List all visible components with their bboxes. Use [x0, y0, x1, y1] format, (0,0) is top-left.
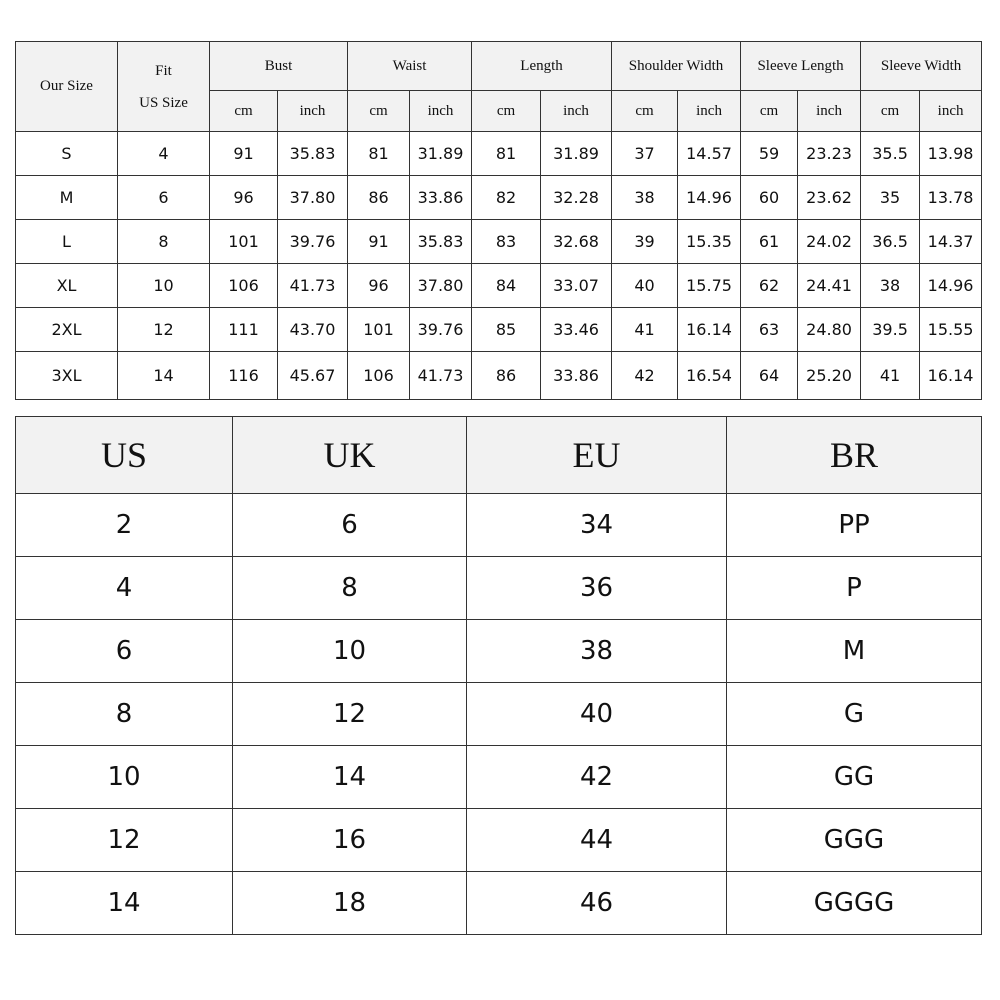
table-cell: 91: [210, 132, 278, 176]
table-cell: 101: [348, 308, 410, 352]
table-cell: G: [727, 683, 982, 746]
table-cell: 8: [118, 220, 210, 264]
table-cell: 101: [210, 220, 278, 264]
table-cell: 40: [612, 264, 678, 308]
unit-cm: cm: [612, 91, 678, 132]
table-cell: 33.07: [541, 264, 612, 308]
table-cell: 2XL: [16, 308, 118, 352]
table-cell: 86: [348, 176, 410, 220]
table-cell: L: [16, 220, 118, 264]
table-cell: XL: [16, 264, 118, 308]
table-cell: 35.5: [861, 132, 920, 176]
unit-inch: inch: [678, 91, 741, 132]
table-cell: 96: [210, 176, 278, 220]
table-cell: 16.54: [678, 352, 741, 400]
unit-cm: cm: [861, 91, 920, 132]
table-cell: 82: [472, 176, 541, 220]
unit-cm: cm: [472, 91, 541, 132]
table-cell: 41: [861, 352, 920, 400]
table-cell: 10: [118, 264, 210, 308]
table-cell: 42: [612, 352, 678, 400]
table-cell: 24.02: [798, 220, 861, 264]
table-cell: 37.80: [278, 176, 348, 220]
table-cell: 12: [233, 683, 467, 746]
table-cell: 46: [467, 872, 727, 935]
unit-inch: inch: [278, 91, 348, 132]
conversion-table-row: [16, 557, 982, 620]
header-us: US: [16, 417, 233, 494]
conversion-table-row: [16, 620, 982, 683]
header-fit-us-size: [118, 42, 210, 132]
conversion-table-row: [16, 683, 982, 746]
table-cell: 59: [741, 132, 798, 176]
table-cell: 10: [16, 746, 233, 809]
table-cell: 44: [467, 809, 727, 872]
table-cell: 35.83: [278, 132, 348, 176]
table-cell: 25.20: [798, 352, 861, 400]
table-cell: S: [16, 132, 118, 176]
size-table-row: [16, 176, 982, 220]
table-cell: 6: [118, 176, 210, 220]
table-cell: 36: [467, 557, 727, 620]
header-waist: Waist: [348, 42, 472, 91]
size-table-row: [16, 308, 982, 352]
table-cell: 24.80: [798, 308, 861, 352]
conversion-table-row: [16, 872, 982, 935]
table-cell: 38: [861, 264, 920, 308]
table-cell: GGGG: [727, 872, 982, 935]
table-cell: 81: [348, 132, 410, 176]
table-cell: 33.86: [410, 176, 472, 220]
table-cell: 14: [16, 872, 233, 935]
table-cell: P: [727, 557, 982, 620]
conversion-table-row: [16, 809, 982, 872]
table-cell: 39.76: [278, 220, 348, 264]
header-uk: UK: [233, 417, 467, 494]
size-table-row: [16, 220, 982, 264]
table-cell: M: [727, 620, 982, 683]
unit-cm: cm: [210, 91, 278, 132]
table-cell: 106: [348, 352, 410, 400]
header-sleeve-width: Sleeve Width: [861, 42, 982, 91]
table-cell: GGG: [727, 809, 982, 872]
table-cell: 15.75: [678, 264, 741, 308]
table-cell: 8: [16, 683, 233, 746]
table-cell: 40: [467, 683, 727, 746]
table-cell: 4: [16, 557, 233, 620]
table-cell: 111: [210, 308, 278, 352]
table-cell: 64: [741, 352, 798, 400]
table-cell: 23.62: [798, 176, 861, 220]
table-cell: 86: [472, 352, 541, 400]
table-cell: 41: [612, 308, 678, 352]
unit-inch: inch: [410, 91, 472, 132]
table-cell: 15.35: [678, 220, 741, 264]
conversion-table-body: [16, 494, 982, 935]
table-cell: 38: [467, 620, 727, 683]
table-cell: 31.89: [410, 132, 472, 176]
table-cell: 2: [16, 494, 233, 557]
table-cell: 6: [233, 494, 467, 557]
table-cell: 39.76: [410, 308, 472, 352]
table-cell: 38: [612, 176, 678, 220]
table-cell: 116: [210, 352, 278, 400]
table-cell: 14: [118, 352, 210, 400]
header-sleeve-length: Sleeve Length: [741, 42, 861, 91]
table-cell: 41.73: [278, 264, 348, 308]
header-eu: EU: [467, 417, 727, 494]
conversion-table-row: [16, 746, 982, 809]
table-cell: GG: [727, 746, 982, 809]
table-cell: 16.14: [920, 352, 982, 400]
table-cell: 39.5: [861, 308, 920, 352]
size-chart-table: [15, 41, 982, 400]
table-cell: 24.41: [798, 264, 861, 308]
table-cell: 41.73: [410, 352, 472, 400]
table-cell: 62: [741, 264, 798, 308]
table-cell: 81: [472, 132, 541, 176]
table-cell: 4: [118, 132, 210, 176]
table-cell: 85: [472, 308, 541, 352]
header-fit: Fit: [155, 62, 172, 79]
table-cell: 3XL: [16, 352, 118, 400]
table-cell: 84: [472, 264, 541, 308]
table-cell: 83: [472, 220, 541, 264]
table-cell: 37: [612, 132, 678, 176]
table-cell: 96: [348, 264, 410, 308]
table-cell: 42: [467, 746, 727, 809]
table-cell: 18: [233, 872, 467, 935]
table-cell: M: [16, 176, 118, 220]
table-cell: 36.5: [861, 220, 920, 264]
table-cell: 45.67: [278, 352, 348, 400]
size-conversion-table: [15, 416, 982, 935]
table-cell: 39: [612, 220, 678, 264]
conversion-table-row: [16, 494, 982, 557]
size-table-row: [16, 132, 982, 176]
table-cell: 106: [210, 264, 278, 308]
table-cell: 43.70: [278, 308, 348, 352]
table-cell: 14.96: [920, 264, 982, 308]
unit-cm: cm: [741, 91, 798, 132]
table-cell: 14.37: [920, 220, 982, 264]
table-cell: 8: [233, 557, 467, 620]
unit-inch: inch: [920, 91, 982, 132]
table-cell: 6: [16, 620, 233, 683]
table-cell: 35.83: [410, 220, 472, 264]
table-cell: 37.80: [410, 264, 472, 308]
size-table-row: [16, 264, 982, 308]
table-cell: 13.98: [920, 132, 982, 176]
header-length: Length: [472, 42, 612, 91]
header-our-size: Our Size: [16, 42, 118, 132]
table-cell: 32.28: [541, 176, 612, 220]
table-cell: 12: [16, 809, 233, 872]
table-cell: 12: [118, 308, 210, 352]
table-cell: 10: [233, 620, 467, 683]
header-shoulder-width: Shoulder Width: [612, 42, 741, 91]
table-cell: 63: [741, 308, 798, 352]
table-cell: 33.86: [541, 352, 612, 400]
table-cell: 14.96: [678, 176, 741, 220]
table-cell: 91: [348, 220, 410, 264]
table-cell: 15.55: [920, 308, 982, 352]
table-cell: 16.14: [678, 308, 741, 352]
table-cell: 32.68: [541, 220, 612, 264]
table-cell: 31.89: [541, 132, 612, 176]
size-table-body: [16, 132, 982, 400]
header-us-size: US Size: [139, 94, 188, 111]
table-cell: 14.57: [678, 132, 741, 176]
table-cell: 35: [861, 176, 920, 220]
table-cell: 61: [741, 220, 798, 264]
table-cell: 23.23: [798, 132, 861, 176]
unit-inch: inch: [798, 91, 861, 132]
header-bust: Bust: [210, 42, 348, 91]
table-cell: 60: [741, 176, 798, 220]
table-cell: 13.78: [920, 176, 982, 220]
header-br: BR: [727, 417, 982, 494]
table-cell: 34: [467, 494, 727, 557]
table-cell: PP: [727, 494, 982, 557]
size-table-row: [16, 352, 982, 400]
unit-inch: inch: [541, 91, 612, 132]
table-cell: 14: [233, 746, 467, 809]
table-cell: 33.46: [541, 308, 612, 352]
unit-cm: cm: [348, 91, 410, 132]
table-cell: 16: [233, 809, 467, 872]
